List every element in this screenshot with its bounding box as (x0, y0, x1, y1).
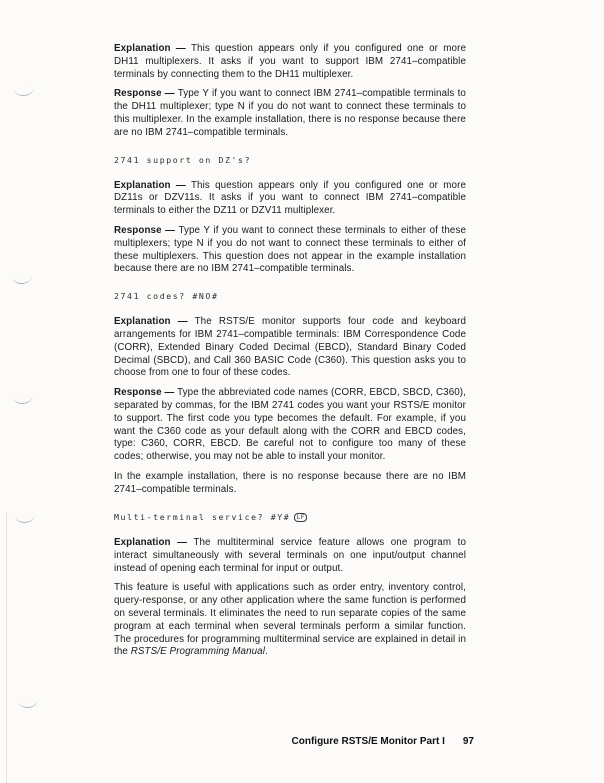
margin-mark (12, 275, 32, 284)
terminal-prompt-line (114, 291, 466, 301)
paragraph-text: The multiterminal service feature allows one program to interact simultaneously with several terminals on one input/output channel instead of opening each terminal for input or output. (114, 537, 466, 574)
paragraph-text: The RSTS/E monitor supports four code and keyboard arrangements for IBM 2741–compatible terminals: IBM Correspondence Code (CORR), Extended Binary Coded Decimal (EBCD), Standard Binary Coded Decimal (SBCD), and Call 360 BASIC Code (C360). This question asks you to choose from one to four of these codes. (114, 316, 466, 379)
linefeed-key-icon: LF (294, 513, 307, 523)
explanation-paragraph (114, 180, 466, 218)
paragraph-lead: Explanation — (114, 316, 188, 328)
footer-title: Configure RSTS/E Monitor Part I (291, 736, 445, 747)
page-number: 97 (462, 736, 474, 747)
paragraph-lead: Response — (114, 88, 175, 100)
paragraph-text: This question appears only if you configured one or more DZ11s or DZV11s. It asks if you want to connect IBM 2741–compatible terminals to either the DZ11 or DZV11 multiplexer. (114, 179, 466, 217)
paragraph-text: This question appears only if you configured one or more DH11 multiplexers. It asks if you want to support IBM 2741–compatible terminals by connecting them to the DH11 multiplexer. (114, 43, 466, 80)
margin-mark (18, 699, 39, 708)
terminal-text: Multi-terminal service? #Y# (114, 511, 291, 522)
paragraph-text: This feature is useful with applications such as order entry, inventory control, query-response, or any other application where the same function is performed on several terminals. It eliminates the need to run separate copies of the same program at each terminal when several terminals perform a similar function. The procedures for programming multiterminal service are explained in detail in the (114, 582, 466, 658)
terminal-prompt-line (114, 155, 466, 165)
response-paragraph (114, 225, 466, 276)
margin-mark (13, 395, 34, 405)
paragraph-text: In the example installation, there is no response because there are no IBM 2741–compatible terminals. (114, 470, 466, 495)
paragraph-lead: Explanation — (114, 537, 188, 549)
body-paragraph (114, 582, 466, 659)
explanation-paragraph (114, 316, 466, 380)
margin-mark (15, 514, 35, 523)
paragraph-text: Type Y if you want to connect IBM 2741–compatible terminals to the DH11 multiplexer; type N if you do not want to connect these terminals to this multiplexer. In the example installation, there is no response because there are no IBM 2741–compatible terminals. (114, 88, 466, 138)
explanation-paragraph (114, 43, 466, 81)
paragraph-lead: Response — (114, 387, 175, 399)
body-paragraph (114, 471, 466, 497)
response-paragraph (114, 88, 466, 139)
paragraph-lead: Response — (114, 224, 176, 236)
margin-mark (14, 87, 35, 96)
paragraph-text: . (265, 646, 268, 658)
page-footer (114, 736, 474, 747)
paragraph-lead: Explanation — (114, 179, 186, 191)
paragraph-lead: Explanation — (114, 43, 186, 54)
terminal-text: 2741 codes? #NO# (114, 291, 219, 302)
scan-edge-artifact (6, 512, 7, 783)
paragraph-text: Type the abbreviated code names (CORR, EBCD, SBCD, C360), separated by commas, for the IBM 2741 codes you want your RSTS/E monitor to support. The first code you type becomes the default. For example, if you want the C360 code as your default along with the CORR and EBCD codes, type: C360, CORR, EBCD. Be careful not to configure too many of these codes; otherwise, you may not be able to install your monitor. (114, 387, 466, 463)
paragraph-text: Type Y if you want to connect these terminals to either of these multiplexers; type N if you do not want to connect these terminals to either of these multiplexers. This question does not appear in the example installation because there are no IBM 2741–compatible terminals. (114, 224, 466, 275)
explanation-paragraph (114, 537, 466, 575)
terminal-prompt-line (114, 512, 466, 523)
response-paragraph (114, 387, 466, 464)
book-title-italic: RSTS/E Programming Manual (130, 646, 266, 658)
body-content (114, 43, 466, 666)
terminal-text: 2741 support on DZ's? (114, 154, 252, 165)
